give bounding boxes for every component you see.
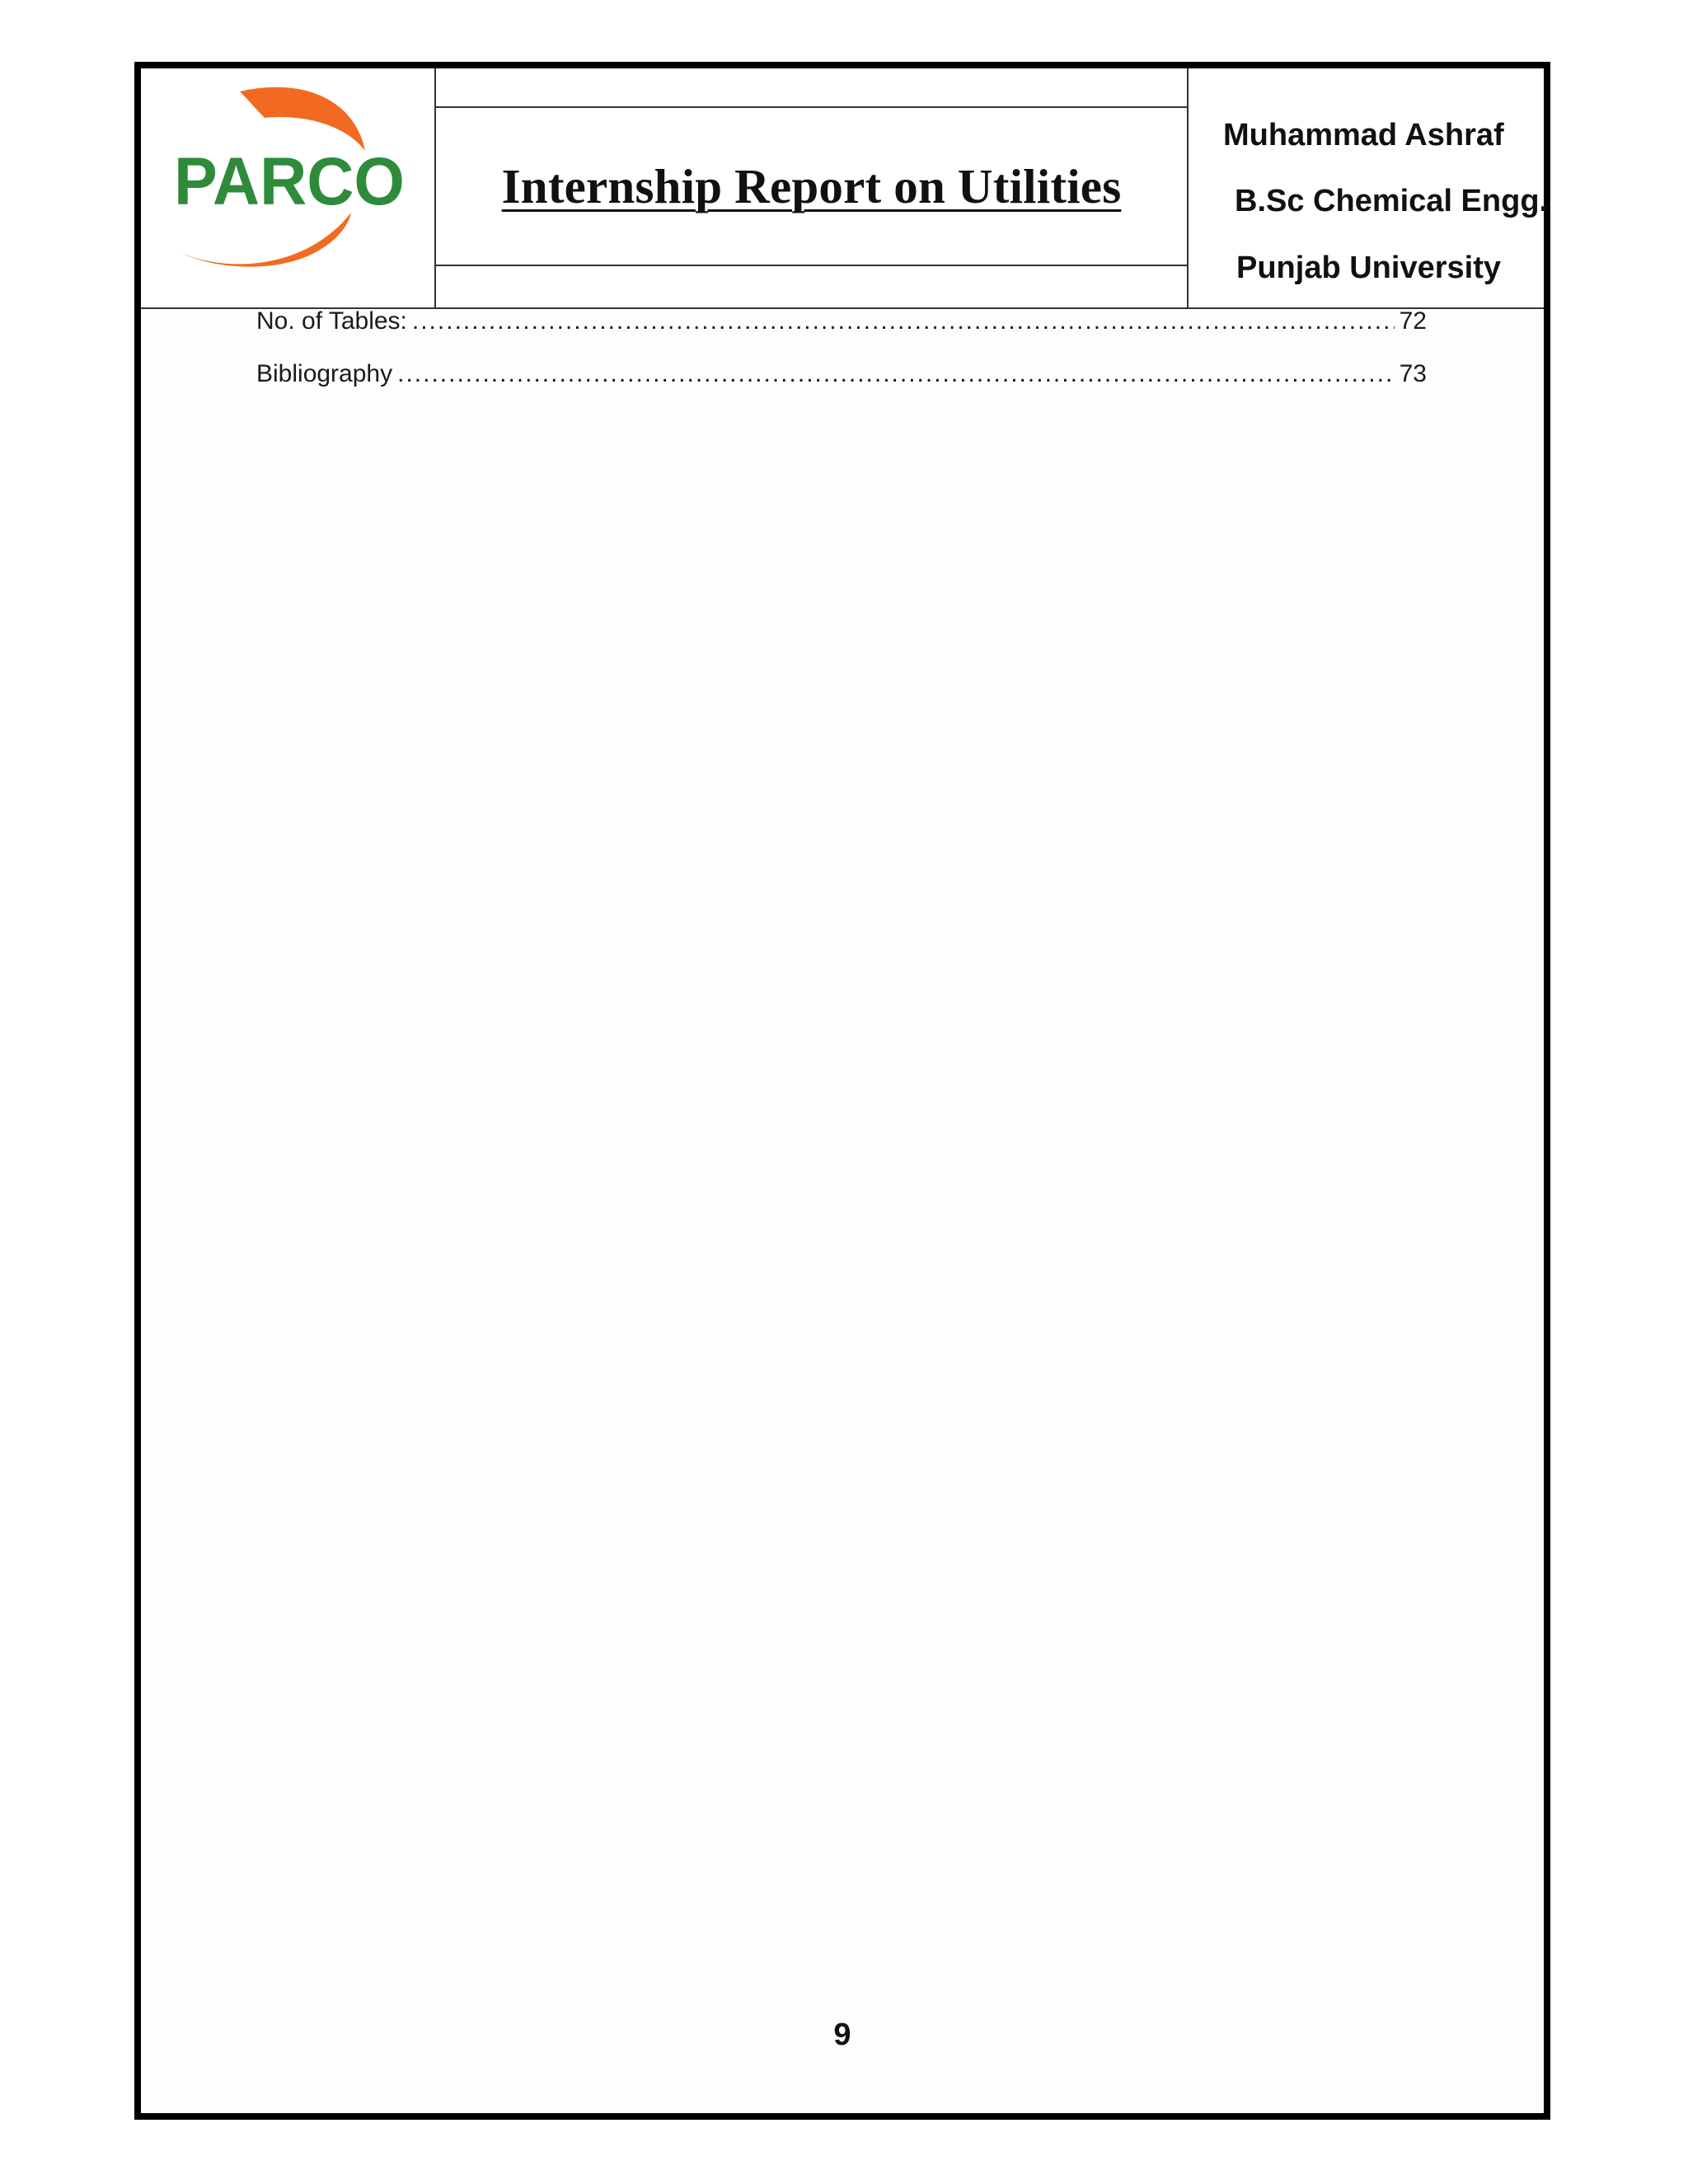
toc-leader-dots: [412, 307, 1395, 335]
page-frame: [134, 62, 1550, 2120]
toc-leader-dots: [397, 360, 1395, 388]
logo-cell: [141, 68, 436, 307]
toc-entry-page: 72: [1399, 307, 1427, 335]
parco-logo: [141, 68, 436, 307]
toc-entry: [256, 307, 1427, 340]
toc-entry-label: No. of Tables:: [256, 307, 407, 335]
author-name: Muhammad Ashraf: [1223, 118, 1504, 152]
title-cell: [436, 68, 1189, 307]
title-row-middle: [436, 108, 1187, 266]
toc-entry: [256, 360, 1427, 393]
report-title: Internship Report on Utilities: [501, 158, 1122, 213]
author-degree: B.Sc Chemical Engg.: [1235, 184, 1549, 218]
page-number: 9: [833, 2018, 851, 2052]
report-header: [141, 68, 1549, 309]
author-university: Punjab University: [1236, 251, 1501, 285]
author-cell: [1189, 68, 1549, 307]
title-row-top: [436, 68, 1187, 108]
logo-text: PARCO: [174, 144, 405, 219]
toc-entry-page: 73: [1399, 360, 1427, 387]
toc-entry-label: Bibliography: [256, 360, 393, 387]
